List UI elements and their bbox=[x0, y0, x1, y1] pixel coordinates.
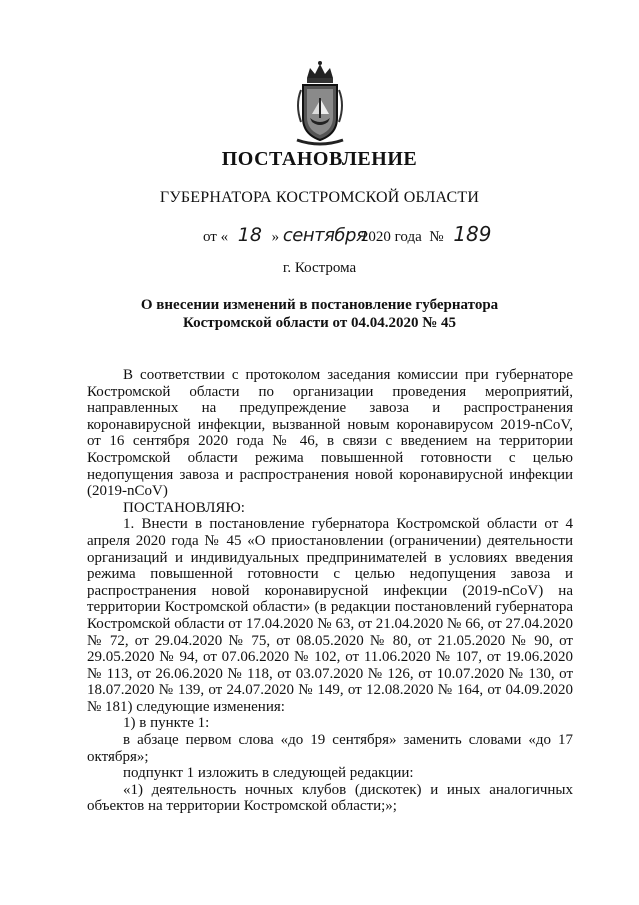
document-title: ПОСТАНОВЛЕНИЕ bbox=[221, 148, 418, 170]
paragraph-amendment: в абзаце первом слова «до 19 сентября» заменить словами «до 17 октября»; bbox=[87, 732, 573, 765]
handwritten-number: 189 bbox=[453, 222, 492, 246]
paragraph-item-1: 1. Внести в постановление губернатора Костромской области от 4 апреля 2020 года № 45 «О приостановлении (ограничении) деятельности организаций и индивидуальных предпринимателей в условиях введения режима повышенной готовности с целью недопущения завоза и распространения новой коронавирусной инфекции (2019-nCoV) на территории Костромской области» (в редакции постановлений губернатора Костромской области от 17.04.2020 № 63, от 21.04.2020 № 66, от 27.04.2020 № 72, от 29.04.2020 № 75, от 08.05.2020 № 80, от 21.05.2020 № 90, от 29.05.2020 № 94, от 07.06.2020 № 102, от 11.06.2020 № 107, от 19.06.2020 № 113, от 26.06.2020 № 118, от 03.07.2020 № 126, от 10.07.2020 № 130, от 18.07.2020 № 139, от 24.07.2020 № 149, от 12.08.2020 № 164, от 04.09.2020 № 181) следующие изменения: bbox=[87, 516, 573, 715]
date-line bbox=[203, 222, 513, 246]
paragraph-preamble: В соответствии с протоколом заседания комиссии при губернаторе Костромской области по организации проведения мероприятий, направленных на предупреждение завоза и распространения коронавирусной инфекции, вызванной новым коронавирусом 2019-nCoV, от 16 сентября 2020 года № 46, в связи с введением на территории Костромской области режима повышенной готовности с целью недопущения завоза и распространения новой коронавирусной инфекции (2019-nCoV) bbox=[87, 367, 573, 500]
heading-line-2: Костромской области от 04.04.2020 № 45 bbox=[182, 315, 457, 331]
date-prefix: от « bbox=[203, 229, 229, 245]
paragraph-new-text: «1) деятельность ночных клубов (дискотек) и иных аналогичных объектов на территории Костромской области;»; bbox=[87, 781, 573, 815]
document-subtitle: ГУБЕРНАТОРА КОСТРОМСКОЙ ОБЛАСТИ bbox=[159, 189, 480, 206]
paragraph-subpoint: подпункт 1 изложить в следующей редакции: bbox=[123, 765, 414, 782]
city: г. Кострома bbox=[282, 260, 357, 276]
document-body bbox=[87, 367, 573, 815]
heading-line-1: О внесении изменений в постановление губернатора bbox=[140, 297, 499, 313]
paragraph-subitem: 1) в пункте 1: bbox=[123, 715, 210, 732]
date-year-suffix: 2020 года № bbox=[360, 229, 444, 245]
date-mid: » bbox=[271, 229, 280, 245]
handwritten-month: сентября bbox=[282, 225, 367, 246]
coat-of-arms-emblem bbox=[293, 60, 347, 146]
handwritten-day: 18 bbox=[237, 224, 262, 246]
paragraph-decree: ПОСТАНОВЛЯЮ: bbox=[123, 499, 245, 516]
document-heading bbox=[0, 296, 639, 332]
